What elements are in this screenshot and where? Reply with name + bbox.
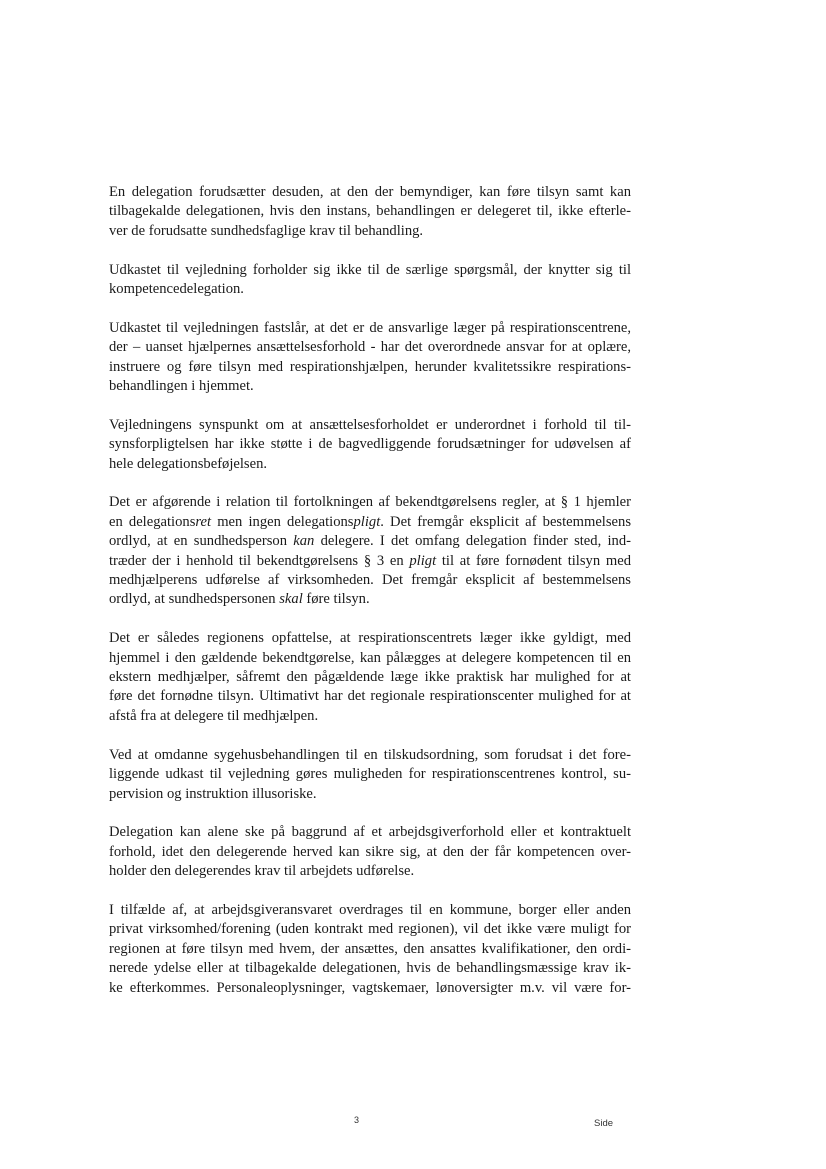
text-run: synsforpligtelsen har ikke støtte i de bagvedliggende forudsætninger for udøvelsen af — [109, 436, 631, 453]
text-run: Udkastet til vejledningen fastslår, at det er de ansvarlige læger på respirationscentrene, — [109, 319, 631, 336]
paragraph — [109, 183, 631, 241]
paragraph — [109, 261, 631, 300]
text-run: ke efterkommes. Personaleoplysninger, vagtskemaer, lønoversigter m.v. vil være for- — [109, 979, 631, 996]
text-line — [109, 629, 631, 648]
paragraph — [109, 493, 631, 609]
text-run: men ingen delegations — [211, 513, 354, 530]
text-line — [109, 959, 631, 978]
text-run: hele delegationsbeføjelsen. — [109, 455, 268, 472]
text-line — [109, 746, 631, 765]
paragraph — [109, 319, 631, 397]
paragraph — [109, 629, 631, 726]
text-run: føre tilsyn. — [302, 591, 370, 608]
text-run: Det er således regionens opfattelse, at respirationscentrets læger ikke gyldigt, med — [109, 630, 631, 647]
italic-text: pligt — [353, 513, 381, 530]
text-line — [109, 532, 631, 551]
text-run: hjemmel i den gældende bekendtgørelse, kan pålægges at delegere kompetencen til en — [109, 649, 631, 666]
text-run: Det er afgørende i relation til fortolkningen af bekendtgørelsens regler, at § 1 hjemler — [109, 494, 631, 511]
text-line — [109, 765, 631, 784]
text-run: forhold, idet den delegerende herved kan sikre sig, at den der får kompetencen over- — [109, 843, 631, 860]
text-run: Ved at omdanne sygehusbehandlingen til en tilskudsordning, som forudsat i det fore- — [109, 746, 631, 763]
text-run: træder der i henhold til bekendtgørelsens § 3 en — [109, 552, 410, 569]
text-line — [109, 552, 631, 571]
text-run: . Det fremgår eksplicit af bestemmelsens — [380, 513, 631, 530]
text-line — [109, 571, 631, 590]
italic-text: ret — [195, 513, 212, 530]
text-line — [109, 338, 631, 357]
text-run: tilbagekalde delegationen, hvis den instans, behandlingen er delegeret til, ikke efterle- — [109, 203, 631, 220]
text-line — [109, 687, 631, 706]
text-line — [109, 920, 631, 939]
text-run: En delegation forudsætter desuden, at den der bemyndiger, kan føre tilsyn samt kan — [109, 184, 631, 200]
text-run: holder den delegerendes krav til arbejdets udførelse. — [109, 863, 415, 880]
text-run: instruere og føre tilsyn med respirationshjælpen, herunder kvalitetssikre respirations- — [109, 358, 631, 375]
text-run: ekstern medhjælper, såfremt den pågældende læge ikke praktisk har mulighed for at — [109, 669, 631, 686]
text-line — [109, 377, 631, 396]
text-run: der – uanset hjælpernes ansættelsesforhold - har det overordnede ansvar for at oplære, — [109, 339, 631, 356]
text-line — [109, 261, 631, 280]
text-run: delegere. I det omfang delegation finder sted, ind- — [314, 533, 631, 550]
text-line — [109, 590, 631, 609]
text-line — [109, 202, 631, 221]
page-number: 3 — [354, 1115, 360, 1125]
document-body — [109, 183, 631, 1017]
text-run: ordlyd, at en sundhedsperson — [109, 533, 294, 550]
text-run: regionen at føre tilsyn med hvem, der ansættes, den ansattes kvalifikationer, den ordi- — [109, 940, 631, 957]
text-line — [109, 649, 631, 668]
text-line — [109, 319, 631, 338]
text-line — [109, 358, 631, 377]
text-run: føre det fornødne tilsyn. Ultimativt har det regionale respirationscenter mulighed for at — [109, 688, 631, 705]
paragraph — [109, 746, 631, 804]
text-line — [109, 455, 631, 474]
text-line — [109, 280, 631, 299]
paragraph — [109, 823, 631, 881]
text-line — [109, 435, 631, 454]
text-line — [109, 513, 631, 532]
text-run: nerede ydelse eller at tilbagekalde delegationen, hvis de behandlingsmæssige krav ik- — [109, 960, 631, 977]
text-run: I tilfælde af, at arbejdsgiveransvaret overdrages til en kommune, borger eller anden — [109, 901, 631, 918]
text-line — [109, 222, 631, 241]
text-run: kompetencedelegation. — [109, 281, 244, 298]
text-line — [109, 862, 631, 881]
italic-text: pligt — [409, 552, 437, 569]
text-line — [109, 979, 631, 998]
text-line — [109, 940, 631, 959]
text-run: afstå fra at delegere til medhjælpen. — [109, 707, 319, 724]
text-run: liggende udkast til vejledning gøres muligheden for respirationscentrenes kontrol, su- — [109, 766, 631, 783]
text-run: privat virksomhed/forening (uden kontrakt med regionen), vil det ikke være muligt for — [109, 921, 631, 938]
paragraph — [109, 901, 631, 998]
text-line — [109, 901, 631, 920]
italic-text: skal — [279, 591, 303, 608]
text-line — [109, 707, 631, 726]
text-run: behandlingen i hjemmet. — [109, 378, 254, 395]
text-run: pervision og instruktion illusoriske. — [109, 785, 317, 802]
text-run: Vejledningens synspunkt om at ansættelsesforholdet er underordnet i forhold til til- — [109, 416, 631, 433]
text-run: Delegation kan alene ske på baggrund af et arbejdsgiverforhold eller et kontraktuelt — [109, 824, 631, 841]
text-line — [109, 668, 631, 687]
text-run: ver de forudsatte sundhedsfaglige krav til behandling. — [109, 222, 424, 239]
text-line — [109, 823, 631, 842]
text-run: Udkastet til vejledning forholder sig ikke til de særlige spørgsmål, der knytter sig til — [109, 261, 631, 278]
text-run: medhjælperens udførelse af virksomheden. Det fremgår eksplicit af bestemmelsens — [109, 572, 631, 589]
text-line — [109, 416, 631, 435]
text-run: en delegations — [109, 513, 196, 530]
paragraph — [109, 416, 631, 474]
text-line — [109, 843, 631, 862]
text-line — [109, 183, 631, 202]
text-line — [109, 785, 631, 804]
text-line — [109, 493, 631, 512]
text-run: ordlyd, at sundhedspersonen — [109, 591, 280, 608]
italic-text: kan — [293, 533, 315, 550]
side-label: Side — [594, 1118, 614, 1129]
text-run: til at føre fornødent tilsyn med — [436, 552, 631, 569]
